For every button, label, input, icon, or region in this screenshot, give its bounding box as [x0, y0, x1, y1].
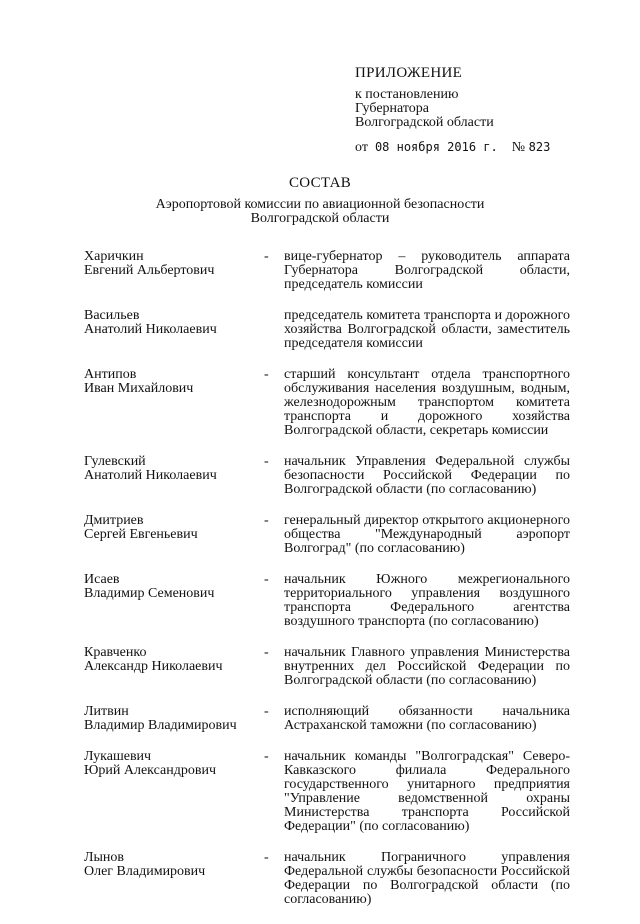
appendix-block: [355, 66, 550, 155]
member-given-names: Александр Николаевич: [84, 659, 223, 674]
member-surname: Антипов: [84, 367, 137, 382]
member-position: начальник Пограничного управления Федеральной службы безопасности Российской Федерации по Волгоградской области (по согласованию): [284, 850, 570, 907]
member-dash: -: [264, 749, 269, 764]
member-entry: [0, 455, 640, 497]
member-given-names: Анатолий Николаевич: [84, 468, 217, 483]
member-surname: Харичкин: [84, 249, 144, 264]
member-entry: [0, 573, 640, 629]
member-position: начальник команды "Волгоградская" Северо-Кавказского филиала Федерального государственного унитарного предприятия "Управление ведомственной охраны Министерства транспорта Российской Федерации" (по согласованию): [284, 749, 570, 834]
member-name: [84, 705, 264, 733]
members-list: [0, 250, 640, 924]
member-dash: -: [264, 367, 269, 382]
member-entry: [0, 750, 640, 834]
member-position: начальник Южного межрегионального территориального управления воздушного транспорта Федерального агентства воздушного транспорта (по согласованию): [284, 572, 570, 629]
member-given-names: Владимир Семенович: [84, 586, 215, 601]
member-entry: [0, 705, 640, 733]
member-given-names: Владимир Владимирович: [84, 718, 237, 733]
member-given-names: Анатолий Николаевич: [84, 322, 217, 337]
member-surname: Дмитриев: [84, 513, 144, 528]
member-name: [84, 514, 264, 542]
member-surname: Гулевский: [84, 454, 146, 469]
member-position: исполняющий обязанности начальника Астраханской таможни (по согласованию): [284, 704, 570, 733]
appendix-line-3: Волгоградской области: [355, 115, 494, 130]
member-surname: Литвин: [84, 704, 129, 719]
member-given-names: Сергей Евгеньевич: [84, 527, 198, 542]
appendix-title: ПРИЛОЖЕНИЕ: [355, 65, 463, 81]
member-entry: [0, 368, 640, 438]
member-name: [84, 573, 264, 601]
number-prefix: №: [511, 140, 526, 155]
member-name: [84, 851, 264, 879]
appendix-line-1: к постановлению: [355, 87, 459, 102]
member-surname: Исаев: [84, 572, 120, 587]
number-value: 823: [528, 140, 551, 154]
date-value: 08 ноября 2016 г.: [374, 140, 498, 154]
member-position: старший консультант отдела транспортного обслуживания населения воздушным, водным, железнодорожным транспортом комитета транспорта и дорожного хозяйства Волгоградской области, секретарь комиссии: [284, 367, 570, 438]
member-entry: [0, 851, 640, 907]
resolution-date-line: [355, 140, 550, 155]
member-name: [84, 250, 264, 278]
member-name: [84, 646, 264, 674]
member-given-names: Иван Михайлович: [84, 381, 194, 396]
member-name: [84, 750, 264, 778]
member-position: председатель комитета транспорта и дорожного хозяйства Волгоградской области, заместитель председателя комиссии: [284, 308, 570, 351]
member-name: [84, 368, 264, 396]
member-name: [84, 455, 264, 483]
member-dash: -: [264, 850, 269, 865]
member-entry: [0, 514, 640, 556]
member-dash: -: [264, 572, 269, 587]
subtitle-line-2: Волгоградской области: [250, 211, 390, 226]
subtitle-line-1: Аэропортовой комиссии по авиационной безопасности: [155, 197, 485, 212]
member-dash: -: [264, 704, 269, 719]
document-subtitle: [0, 198, 640, 226]
document-heading: СОСТАВ: [288, 175, 352, 191]
member-given-names: Олег Владимирович: [84, 864, 206, 879]
member-given-names: Евгений Альбертович: [84, 263, 215, 278]
member-position: начальник Главного управления Министерства внутренних дел Российской Федерации по Волгоградской области (по согласованию): [284, 645, 570, 688]
date-prefix: от: [355, 140, 368, 155]
member-surname: Лукашевич: [84, 749, 152, 764]
member-entry: [0, 309, 640, 351]
member-dash: -: [264, 249, 269, 264]
member-entry: [0, 250, 640, 292]
member-entry: [0, 646, 640, 688]
member-surname: Васильев: [84, 308, 140, 323]
member-position: вице-губернатор – руководитель аппарата Губернатора Волгоградской области, председатель комиссии: [284, 249, 570, 292]
member-surname: Лынов: [84, 850, 125, 865]
appendix-line-2: Губернатора: [355, 101, 430, 116]
member-given-names: Юрий Александрович: [84, 763, 216, 778]
member-dash: -: [264, 454, 269, 469]
member-position: начальник Управления Федеральной службы безопасности Российской Федерации по Волгоградской области (по согласованию): [284, 454, 570, 497]
member-position: генеральный директор открытого акционерного общества "Международный аэропорт Волгоград" (по согласованию): [284, 513, 570, 556]
member-dash: -: [264, 645, 269, 660]
member-dash: -: [264, 513, 269, 528]
member-surname: Кравченко: [84, 645, 147, 660]
member-name: [84, 309, 264, 337]
